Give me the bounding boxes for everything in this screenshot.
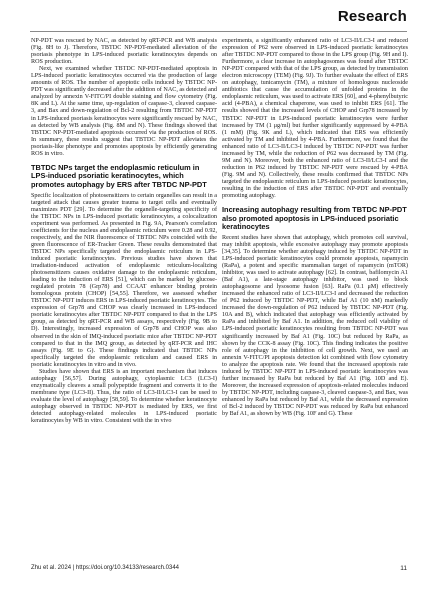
page-number: 11	[400, 565, 407, 572]
section-heading: TBTDC NPs target the endoplasmic reticulum in LPS-induced psoriatic keratinocytes, which promotes autophagy by ERS after TBTDC NP-PDT	[31, 162, 207, 189]
journal-title: Research	[337, 8, 407, 25]
paragraph: Recent studies have shown that autophagy, which promotes cell survival, may inhibit apoptosis, while excessive autophagy may promote apoptosis [34,35]. To determine whether autophagy induced by TBTDC NP-PDT in LPS-induced psoriatic keratinocytes could promote apoptosis, rapamycin (RaPa), a potent and specific mammalian target of rapamycin (mTOR) inhibitor, was used to activate autophagy [62]. In contrast, bafilomycin A1 (Baf A1), a late-stage autophagy inhibitor, was used to block autophagosome and lysosome fusion [63]. RaPa (0.1 μM) effectively increased the enhanced ratio of LC3-II/LC3-I and decreased the reduction of P62 induced by TBTDC NP-PDT, while Baf A1 (10 nM) markedly increased the down-regulation of P62 induced by TBTDC NP-PDT (Fig. 10A and B), which indicated that autophagy was efficiently activated by RaPa and inhibited by Baf A1. In addition, the reduced cell viability of LPS-induced psoriatic keratinocytes resulting from TBTDC NP-PDT was significantly increased by Baf A1 (Fig. 10C) but reduced by RaPa, as shown by the CCK-8 assay (Fig. 10C). This finding indicates the positive role of autophagy in the inhibition of cell growth. Next, we used an annexin V-FITC/PI apoptosis detection kit combined with flow cytometry to analyze the apoptosis rate. We found that the increased apoptosis rate induced by TBTDC NP-PDT in LPS-induced psoriatic keratinocytes was further increased by RaPa but reduced by Baf A1 (Fig. 10D and E). Moreover, the increased expression of apoptosis-related molecules induced by TBTDC NP-PDT, including caspase-3, cleaved caspase-3, and Bax, was enhanced by RaPa but reduced by Baf A1, while the decreased expression of Bcl-2 induced by TBTDC NP-PDT was reduced by RaPa but enhanced by Baf A1, as shown by WB (Fig. 10F and G). These	[222, 234, 408, 418]
section-heading: Increasing autophagy resulting from TBTDC NP-PDT also promoted apoptosis in LPS-induced psoriatic keratinocytes	[222, 205, 407, 232]
paragraph: NP-PDT was rescued by NAC, as detected by qRT-PCR and WB analysis (Fig. 8H to J). Therefore, TBTDC NP-PDT-mediated alleviation of the psoriasis phenotype in LPS-induced psoriatic keratinocytes depends on ROS production.	[31, 38, 217, 66]
right-column	[222, 38, 408, 558]
paragraph: Next, we examined whether TBTDC NP-PDT-mediated apoptosis in LPS-induced psoriatic keratinocytes occurred via the production of large amounts of ROS. The number of apoptotic cells induced by TBTDC NP-PDT was significantly decreased after the addition of NAC, as detected and analyzed by annexin V-FITC/PI double staining and flow cytometry (Fig. 8K and L). At the same time, up-regulation of caspase-3, cleaved caspase-3, and Bax and down-regulation of Bcl-2 resulting from TBTDC NP-PDT in LPS-induced psoriasis keratinocytes were significantly rescued by NAC, as detected by WB analysis (Fig. 8M and N). These findings showed that TBTDC NP-PDT-mediated apoptosis occurred via the production of ROS. In summary, these results suggest that TBTDC NP-PDT alleviates the psoriasis-like phenotype and promotes apoptosis by efficiently generating ROS in vitro.	[31, 66, 217, 157]
page-header	[0, 0, 427, 34]
header-rule	[30, 31, 407, 32]
paragraph: experiments, a significantly enhanced ratio of LC3-II/LC3-I and reduced expression of P62 were observed in LPS-induced psoriatic keratinocytes after TBTDC NP-PDT compared to those in the LPS group (Fig. 9H and I). Furthermore, a clear increase in autophagosomes was found after TBTDC NP-PDT compared with that of the LPS group, as detected by transmission electron microscopy (TEM) (Fig. 9J). To further evaluate the effect of ERS on autophagy, tunicamycin (TM), a mixture of homologous nucleoside antibiotics that cause the accumulation of unfolded proteins in the endoplasmic reticulum, was used to activate ERS [60], and 4-phenylbutyric acid (4-PBA), a chemical chaperone, was used to inhibit ERS [61]. The results showed that the increased levels of CHOP and Grp78 increased by TBTDC NP-PDT in LPS-induced psoriatic keratinocytes were further increased by TM (1 μg/ml) but further significantly suppressed by 4-PBA (1 mM) (Fig. 9K and L), which indicated that ERS was efficiently activated by TM and inhibited by 4-PBA. Furthermore, we found that the enhanced ratio of LC3-II/LC3-I induced by TBTDC NP-PDT was further increased by TM, while the reduction of P62 was decreased by TM (Fig. 9M and N). Moreover, both the enhanced ratio of LC3-II/LC3-I and the reduction in P62 induced by TBTDC NP-PDT were rescued by 4-PBA (Fig. 9M and N). Collectively, these results confirmed that TBTDC NPs targeted the endoplasmic reticulum in LPS-induced psoriatic keratinocytes, resulting in the induction of ERS after TBTDC NP-PDT and eventually promoting autophagy.	[222, 38, 408, 200]
left-column	[31, 38, 217, 558]
footer-citation: Zhu et al. 2024 | https://doi.org/10.34133/research.0344	[31, 565, 179, 571]
page-footer	[31, 565, 407, 577]
paragraph: Specific localization of photosensitizers to certain organelles can result in a targeted attack that causes greater trauma to target cells and eventually maximizes PDT [29]. To determine the organelle-targeting specificity of the TBTDC NPs in LPS-induced psoriatic keratinocytes, a colocalization experiment was performed. As presented in Fig. 9A, Pearson's correlation coefficients for the nucleus and endoplasmic reticulum were 0.28 and 0.92, respectively, and the NIR fluorescence of TBTDC NPs coincided with the green fluorescence of ER-Tracker Green. These results demonstrated that TBTDC NPs specifically targeted the endoplasmic reticulum in LPS-induced psoriatic keratinocytes. Previous studies have shown that irradiation-induced activation of endoplasmic reticulum-localizing photosensitizers causes oxidative damage to the endoplasmic reticulum, leading to the induction of ERS [51], which can be marked by glucose-regulated protein 78 (Grp78) and CCAAT enhancer binding protein homologous protein (CHOP) [54,55]. Therefore, we assessed whether TBTDC NP-PDT induces ERS in LPS-induced psoriatic keratinocytes. The expression of Grp78 and CHOP was clearly increased in LPS-induced psoriatic keratinocytes after TBTDC NP-PDT compared to that in the LPS group, as detected by qRT-PCR and WB assays, respectively (Fig. 9B to D). Interestingly, increased expression of Grp78 and CHOP was also observed in the skin of IMQ-induced psoriatic mice after TBTDC NP-PDT compared to that in the IMQ group, as detected by qRT-PCR and IHC assays (Fig. 9E to G). These findings indicated that TBTDC NPs specifically targeted the endoplasmic reticulum and caused ERS in psoriatic keratinocytes in vitro and in vivo.	[31, 192, 217, 368]
paragraph: Studies have shown that ERS is an important mechanism that induces autophagy [56,57]. During autophagy, cytoplasmic LC3 (LC3-I) enzymatically cleaves a small polypeptide fragment and converts it to the membrane type (LC3-II). Thus, the ratio of LC3-II/LC3-I can be used to evaluate the level of autophagy [58,59]. To determine whether keratinocyte autophagy observed in TBTDC NP-PDT is mediated by ERS, we first detected autophagy-related molecules in LPS-induced psoriatic keratinocytes by WB in vitro. Consistent with the in vivo	[31, 368, 217, 425]
